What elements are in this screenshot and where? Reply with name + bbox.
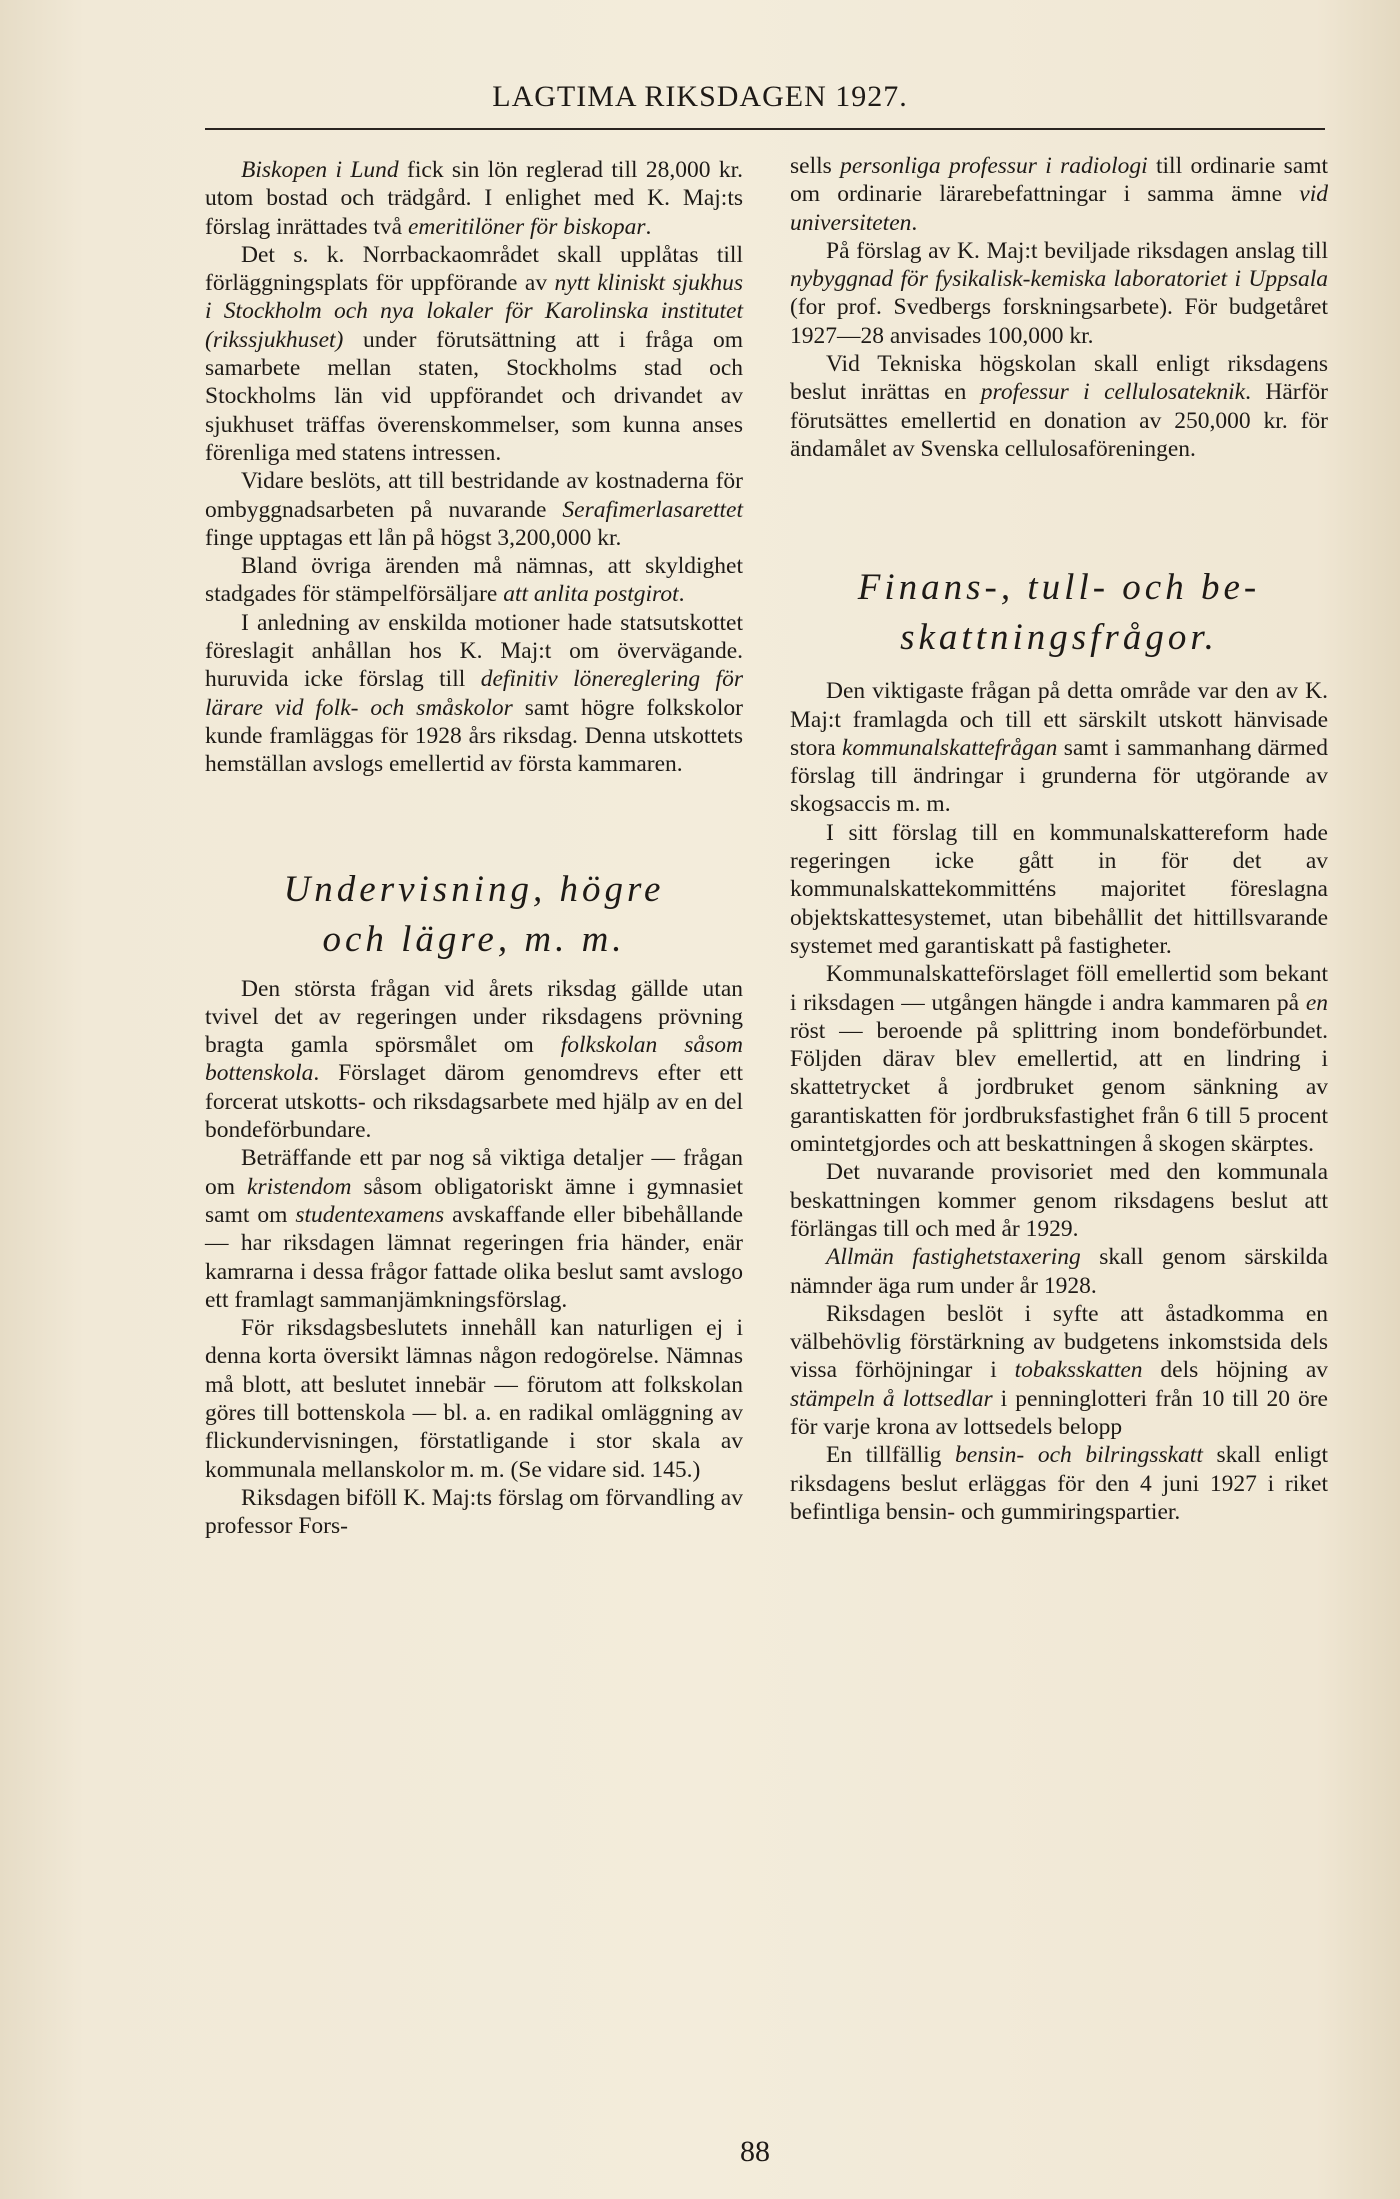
left-column [205,156,743,1540]
paragraph: Den viktigaste frågan på detta område var den av K. Maj:t framlagda och till ett särskilt utskott hänvisade stora kommunalskattefrågan samt i sammanhang därmed förslag till ändringar i grunderna för utgörande av skogsaccis m. m. [790,678,1329,818]
paragraph: En tillfällig bensin- och bilringsskatt skall enligt riksdagens beslut erläggas för den 4 juni 1927 i riket befintliga bensin- och gummiringspartier. [790,1442,1328,1525]
paragraph: Den största frågan vid årets riksdag gällde utan tvivel det av regeringen under riksdagens prövning bragta gamla spörsmålet om folkskolan såsom bottenskola. Förslaget därom genomdrevs efter ett forcerat utskotts- och riksdagsarbete med hjälp av en del bondeförbundare. [205,975,743,1144]
section-heading-undervisning: Undervisning, högre och lägre, m. m. [283,868,665,960]
paragraph: Det nuvarande provisoriet med den kommunala beskattningen kommer genom riksdagens beslut att förlängas till och med år 1929. [790,1159,1328,1242]
page-number: 88 [740,2135,770,2168]
paragraph: På förslag av K. Maj:t beviljade riksdagen anslag till nybyggnad för fysikalisk-kemiska laboratoriet i Uppsala (for prof. Svedbergs forskningsarbete). För budgetåret 1927—28 anvisades 100,000 kr. [790,237,1328,349]
header-rule [205,128,1325,130]
paragraph: I anledning av enskilda motioner hade statsutskottet föreslagit anhållan hos K. Maj:t om övervägande. huruvida icke förslag till definitiv lönereglering för lärare vid folk- och småskolor samt högre folkskolor kunde framläggas för 1928 års riksdag. Denna utskottets hemställan avslogs emellertid av första kammaren. [205,609,743,778]
paragraph: För riksdagsbeslutets innehåll kan naturligen ej i denna korta översikt lämnas någon redogörelse. Nämnas må blott, att beslutet innebär — förutom att folkskolan göres till bottenskola — bl. a. en radikal omläggning av flickundervisningen, förstatligande i stor skala av kommunala mellanskolor m. m. (Se vidare sid. 145.) [205,1315,743,1483]
running-header: LAGTIMA RIKSDAGEN 1927. [492,80,908,113]
paragraph: Bland övriga ärenden må nämnas, att skyldighet stadgades för stämpelförsäljare att anlita postgirot. [205,553,743,608]
paragraph: Allmän fastighetstaxering skall genom särskilda nämnder äga rum under år 1928. [790,1244,1328,1299]
paragraph: I sitt förslag till en kommunalskattereform hade regeringen icke gått in för det av kommunalskattekommitténs majoritet föreslagna objektskattesystemet, utan bibehållit det hittillsvarande systemet med garantiskatt på fastigheter. [790,819,1328,959]
paragraph: Det s. k. Norrbackaområdet skall upplåtas till förläggningsplats för uppförande av nytt kliniskt sjukhus i Stockholm och nya lokaler för Karolinska institutet (rikssjukhuset) under förutsättning att i fråga om samarbete mellan staten, Stockholms stad och Stockholms län vid uppförandet och drivandet av sjukhuset träffas överenskommelser, som kunna anses förenliga med statens intressen. [205,241,743,466]
paragraph: Biskopen i Lund fick sin lön reglerad till 28,000 kr. utom bostad och trädgård. I enlighet med K. Maj:ts förslag inrättades två emeritilöner för biskopar. [205,157,743,240]
paragraph: Beträffande ett par nog så viktiga detaljer — frågan om kristendom såsom obligatoriskt ämne i gymnasiet samt om studentexamens avskaffande eller bibehållande — har riksdagen lämnat regeringen fria händer, enär kamrarna i dessa frågor fattade olika beslut samt avslogo ett framlagt sammanjämkningsförslag. [205,1145,744,1313]
paragraph: sells personliga professur i radiologi till ordinarie samt om ordinarie lärarebefattningar i samma ämne vid universiteten. [790,153,1328,236]
paragraph: Kommunalskatteförslaget föll emellertid som bekant i riksdagen — utgången hängde i andra kammaren på en röst — beroende på splittring inom bondeförbundet. Följden därav blev emellertid, att en lindring i skattetrycket å jordbruket genom sänkning av garantiskatten för jordbruksfastighet från 6 till 5 procent omintetgjordes och att beskattningen å skogen skärptes. [790,961,1328,1158]
right-column [790,152,1328,1526]
paragraph: Vid Tekniska högskolan skall enligt riksdagens beslut inrättas en professur i cellulosateknik. Härför förutsättes emellertid en donation av 250,000 kr. för ändamålet av Svenska cellulosaföreningen. [790,351,1329,462]
paragraph: Riksdagen biföll K. Maj:ts förslag om förvandling av professor Fors- [205,1484,743,1540]
paragraph: Riksdagen beslöt i syfte att åstadkomma en välbehövlig förstärkning av budgetens inkomstsida dels vissa förhöjningar i tobaksskatten dels höjning av stämpeln å lottsedlar i penninglotteri från 10 till 20 öre för varje krona av lottsedels belopp [790,1300,1329,1440]
paragraph: Vidare beslöts, att till bestridande av kostnaderna för ombyggnadsarbeten på nuvarande Serafimerlasarettet finge upptagas ett lån på högst 3,200,000 kr. [205,468,743,551]
section-heading-finans: Finans-, tull- och be- skattningsfrågor. [857,567,1261,659]
